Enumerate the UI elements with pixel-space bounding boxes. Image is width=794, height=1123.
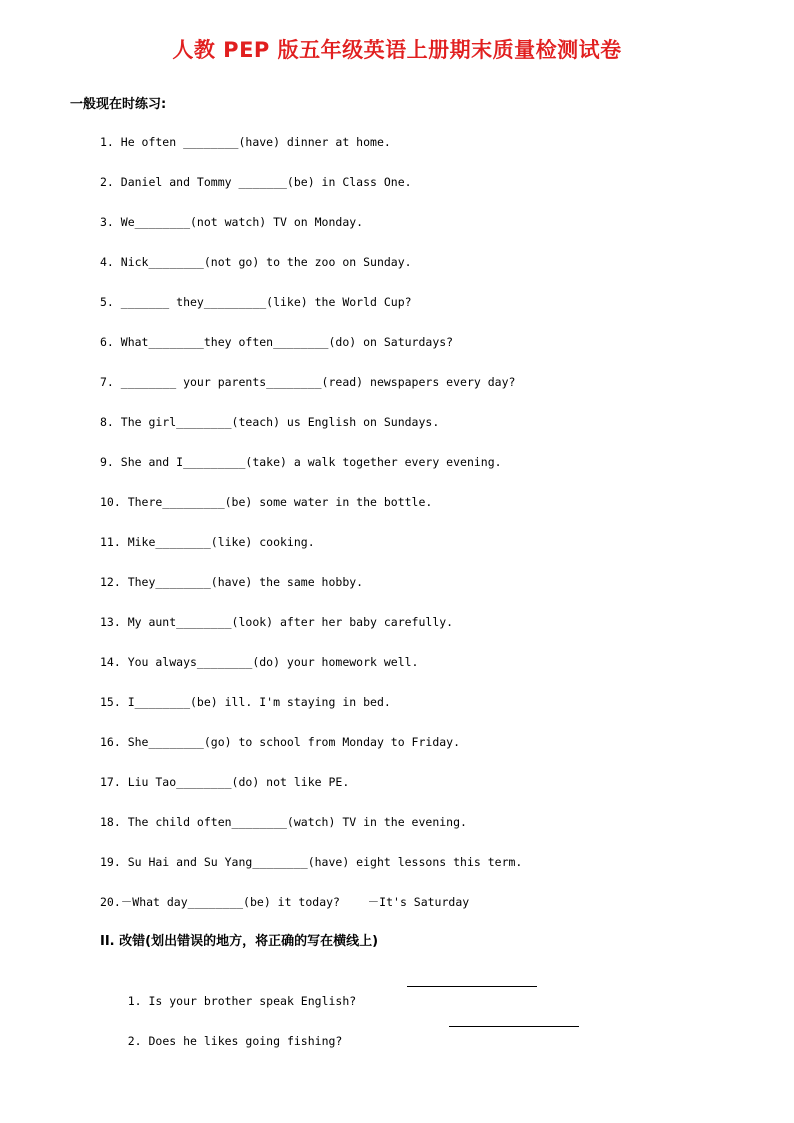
correction-item xyxy=(100,971,356,1011)
question-list xyxy=(100,132,522,932)
question-item: 6. What________they often________(do) on Saturdays? xyxy=(100,335,454,349)
section-heading-error-correction: II. 改错(划出错误的地方，将正确的写在横线上) xyxy=(100,934,379,949)
correction-sentence: 1. Is your brother speak English? xyxy=(127,994,357,1008)
question-item: 13. My aunt________(look) after her baby carefully. xyxy=(100,615,454,629)
question-item: 3. We________(not watch) TV on Monday. xyxy=(100,215,364,229)
page-title: 人教 PEP 版五年级英语上册期末质量检测试卷 xyxy=(172,38,622,62)
question-item: 18. The child often________(watch) TV in the evening. xyxy=(100,815,467,829)
question-item: 17. Liu Tao________(do) not like PE. xyxy=(100,775,350,789)
correction-list xyxy=(100,971,356,1051)
section-heading-present-simple: 一般现在时练习: xyxy=(70,97,167,112)
question-item: 16. She________(go) to school from Monday to Friday. xyxy=(100,735,461,749)
correction-sentence: 2. Does he likes going fishing? xyxy=(127,1034,343,1048)
question-item: 10. There_________(be) some water in the bottle. xyxy=(100,495,433,509)
question-item: 1. He often ________(have) dinner at home. xyxy=(100,135,391,149)
question-item: 12. They________(have) the same hobby. xyxy=(100,575,364,589)
question-item: 7. ________ your parents________(read) newspapers every day? xyxy=(100,375,516,389)
question-item: 2. Daniel and Tommy _______(be) in Class One. xyxy=(100,175,412,189)
answer-blank-line[interactable] xyxy=(407,986,537,987)
question-item: 14. You always________(do) your homework well. xyxy=(100,655,419,669)
question-item: 9. She and I_________(take) a walk together every evening. xyxy=(100,455,502,469)
correction-item xyxy=(100,1011,356,1051)
question-item: 15. I________(be) ill. I'm staying in bed. xyxy=(100,695,391,709)
answer-blank-line[interactable] xyxy=(449,1026,579,1027)
question-item: 20.－What day________(be) it today? －It's Saturday xyxy=(100,895,470,909)
question-item: 19. Su Hai and Su Yang________(have) eight lessons this term. xyxy=(100,855,523,869)
question-item: 5. _______ they_________(like) the World Cup? xyxy=(100,295,412,309)
question-item: 11. Mike________(like) cooking. xyxy=(100,535,315,549)
question-item: 4. Nick________(not go) to the zoo on Sunday. xyxy=(100,255,412,269)
question-item: 8. The girl________(teach) us English on Sundays. xyxy=(100,415,440,429)
